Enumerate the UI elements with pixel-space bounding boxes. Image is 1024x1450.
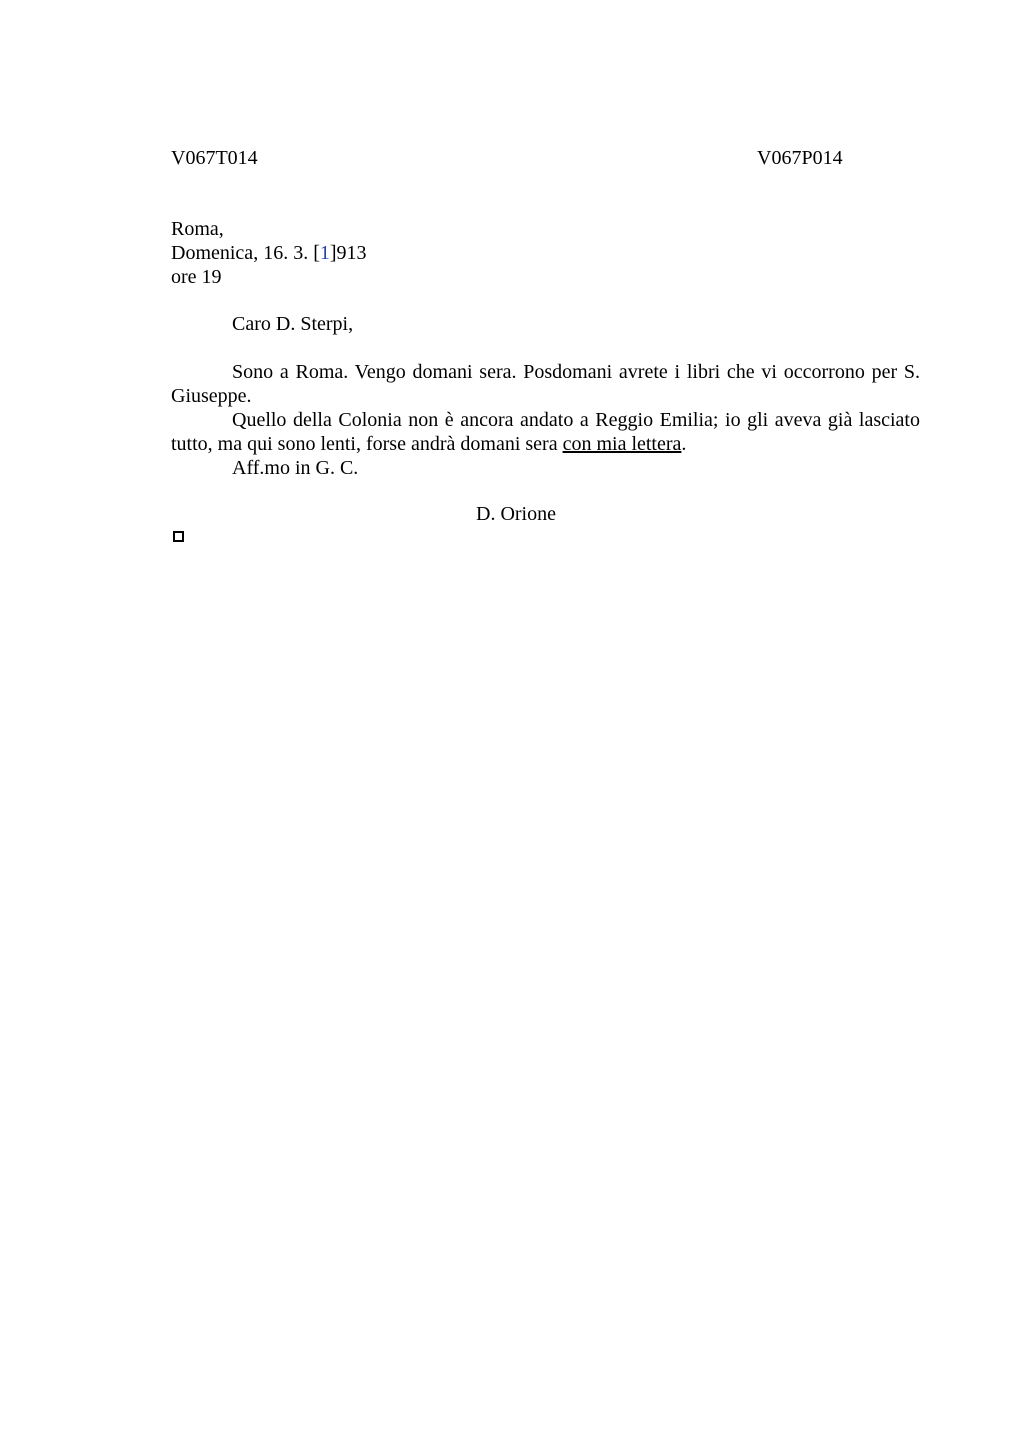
document-code-left: V067T014 <box>171 147 258 169</box>
letter-body <box>171 360 920 480</box>
date-prefix: Domenica, 16. 3. [ <box>171 242 320 264</box>
time-line: ore 19 <box>171 266 222 288</box>
editorial-note-marker: 1 <box>319 242 330 264</box>
paragraph-2 <box>171 408 920 456</box>
paragraph-2-end: . <box>681 433 687 455</box>
paragraph-2-text: Quello della Colonia non è ancora andato a Reggio Emilia; io gli aveva già lasciato tutto, ma qui sono lenti, forse andrà domani sera <box>171 409 920 455</box>
place-line: Roma, <box>171 218 224 240</box>
paragraph-1: Sono a Roma. Vengo domani sera. Posdomani avrete i libri che vi occorrono per S. Giuseppe. <box>171 361 920 407</box>
document-code-right: V067P014 <box>757 147 843 169</box>
end-marker-box-icon <box>173 531 184 542</box>
signature: D. Orione <box>476 503 556 525</box>
place-date-block <box>171 217 367 289</box>
date-suffix: ]913 <box>329 242 367 264</box>
underlined-phrase: con mia lettera <box>562 433 682 455</box>
closing: Aff.mo in G. C. <box>232 457 359 479</box>
date-line <box>171 241 367 265</box>
salutation: Caro D. Sterpi, <box>232 313 354 335</box>
